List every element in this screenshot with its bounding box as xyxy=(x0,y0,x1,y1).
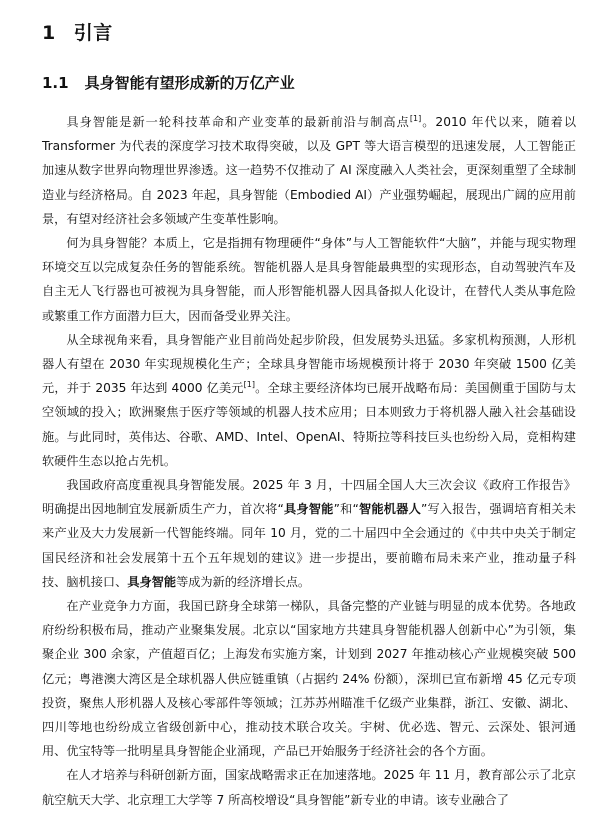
paragraph-text: ”和“ xyxy=(333,502,359,517)
section-heading xyxy=(42,72,295,93)
section-title: 具身智能有望形成新的万亿产业 xyxy=(84,74,295,92)
paragraph-text: 在人才培养与科研创新方面，国家战略需求正在加速落地。2025 年 11 月，教育部公示了北京航空航天大学、北京理工大学等 7 所高校增设“具身智能”新专业的申请。该专业融合了 xyxy=(42,768,576,807)
body-text xyxy=(42,110,576,812)
paragraph-text: 我国政府高度重视具身智能发展。2025 年 3 月，十四届全国人大三次会议《政府工作报告》明确提出因地制宜发展新质生产力，首次将“ xyxy=(42,478,576,517)
paragraph-text: 。2010 年代以来，随着以 Transformer 为代表的深度学习技术取得突破，以及 GPT 等大语言模型的迅速发展，人工智能正加速从数字世界向物理世界渗透。这一趋势不仅推动了 AI 深度融入人类社会，更深刻重塑了全球制造业与经济格局。自 2023 年起，具身智能（Embodied AI）产业强势崛起，展现出广阔的应用前景，有望对经济社会多领域产生变革性影响。 xyxy=(42,115,577,226)
paragraph-text: 在产业竞争力方面，我国已跻身全球第一梯队，具备完整的产业链与明显的成本优势。各地政府纷纷积极布局，推动产业聚集发展。北京以“国家地方共建具身智能机器人创新中心”为引领，集聚企业 300 余家，产值超百亿；上海发布实施方案，计划到 2027 年推动核心产业规模突破 500 亿元；粤港澳大湾区是全球机器人供应链重镇（占据约 24% 份额），深圳已宣布新增 45 亿元专项投资，聚焦人形机器人及核心零部件等领域；江苏苏州瞄准千亿级产业集群，浙江、安徽、湖北、四川等地也纷纷成立省级创新中心，推动技术联合攻关。宇树、优必选、智元、云深处、银河通用、优宝特等一批明星具身智能企业涌现，产品已开始服务于经济社会的各个方面。 xyxy=(42,599,576,759)
paragraph-5 xyxy=(42,594,576,763)
paragraph-1 xyxy=(42,110,576,231)
paragraph-text: 。全球主要经济体均已展开战略布局：美国侧重于国防与太空领域的投入；欧洲聚焦于医疗等领域的机器人技术应用；日本则致力于将机器人融入社会基础设施。与此同时，英伟达、谷歌、AMD、Intel、OpenAI、特斯拉等科技巨头也纷纷入局，竞相构建软硬件生态以抢占先机。 xyxy=(42,381,577,468)
paragraph-text: 等成为新的经济增长点。 xyxy=(176,574,311,589)
bold-term: 具身智能 xyxy=(127,574,177,589)
chapter-heading xyxy=(42,18,113,45)
paragraph-4 xyxy=(42,473,576,594)
paragraph-text: 具身智能是新一轮科技革命和产业变革的最新前沿与制高点 xyxy=(66,115,410,129)
citation-ref[interactable]: [1] xyxy=(409,113,422,123)
bold-term: 智能机器人 xyxy=(358,502,421,517)
paragraph-6 xyxy=(42,763,576,811)
bold-term: 具身智能 xyxy=(283,502,334,517)
paragraph-2 xyxy=(42,231,576,328)
paragraph-text: 何为具身智能？本质上，它是指拥有物理硬件“身体”与人工智能软件“大脑”，并能与现实物理环境交互以完成复杂任务的智能系统。智能机器人是具身智能最典型的实现形态，自动驾驶汽车及自主无人飞行器也可被视为具身智能，而人形智能机器人因具备拟人化设计，在替代人类从事危险或繁重工作方面潜力巨大，因而备受业界关注。 xyxy=(42,236,576,323)
paragraph-text: 从全球视角来看，具身智能产业目前尚处起步阶段，但发展势头迅猛。多家机构预测，人形机器人有望在 2030 年实现规模化生产；全球具身智能市场规模预计将于 2030 年突破 1500 亿美元，并于 2035 年达到 4000 亿美元 xyxy=(42,332,576,396)
section-number: 1.1 xyxy=(42,74,69,92)
chapter-title: 引言 xyxy=(73,22,113,44)
chapter-number: 1 xyxy=(42,22,56,44)
citation-ref[interactable]: [1] xyxy=(243,380,255,390)
paragraph-text: ”写入报告，强调培育相关未来产业及大力发展新一代智能终端。同年 10 月，党的二十届四中全会通过的《中共中央关于制定国民经济和社会发展第十五个五年规划的建议》进一步提出，要前瞻布局未来产业，推动量子科技、脑机接口、 xyxy=(42,502,576,589)
paragraph-3 xyxy=(42,328,576,473)
